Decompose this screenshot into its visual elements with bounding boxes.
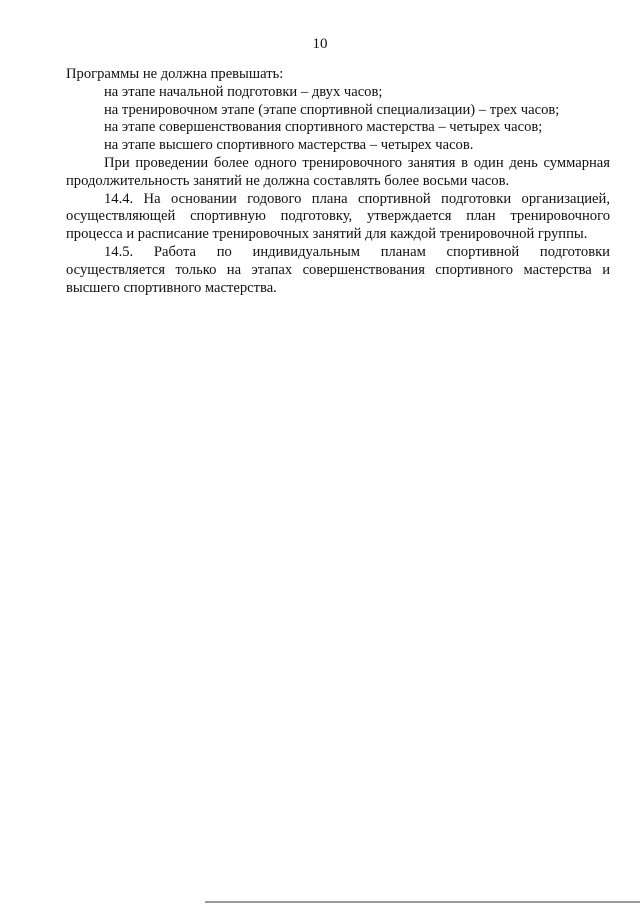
intro-line: Программы не должна превышать:: [66, 66, 284, 82]
clause-14-5: 14.5. Работа по индивидуальным планам спортивной подготовки осуществляется только на этапах совершенствования спортивного мастерства и высшего спортивного мастерства.: [66, 243, 610, 296]
stage-item-improvement: на этапе совершенствования спортивного мастерства – четырех часов;: [104, 119, 543, 136]
clause-14-4: 14.4. На основании годового плана спортивной подготовки организацией, осуществляющей спортивную подготовку, утверждается план тренировочного процесса и расписание тренировочных занятий для каждой тренировочной группы.: [66, 190, 610, 243]
paragraph-multiple-sessions: При проведении более одного тренировочного занятия в один день суммарная продолжительность занятий не должна составлять более восьми часов.: [66, 154, 610, 189]
stage-item-highest: на этапе высшего спортивного мастерства – четырех часов.: [104, 137, 474, 154]
stage-item-initial: на этапе начальной подготовки – двух часов;: [104, 83, 383, 100]
document-body: [66, 66, 610, 297]
page-number: 10: [312, 36, 328, 52]
stage-item-training: на тренировочном этапе (этапе спортивной специализации) – трех часов;: [104, 101, 560, 118]
scan-bottom-edge: [205, 901, 640, 903]
